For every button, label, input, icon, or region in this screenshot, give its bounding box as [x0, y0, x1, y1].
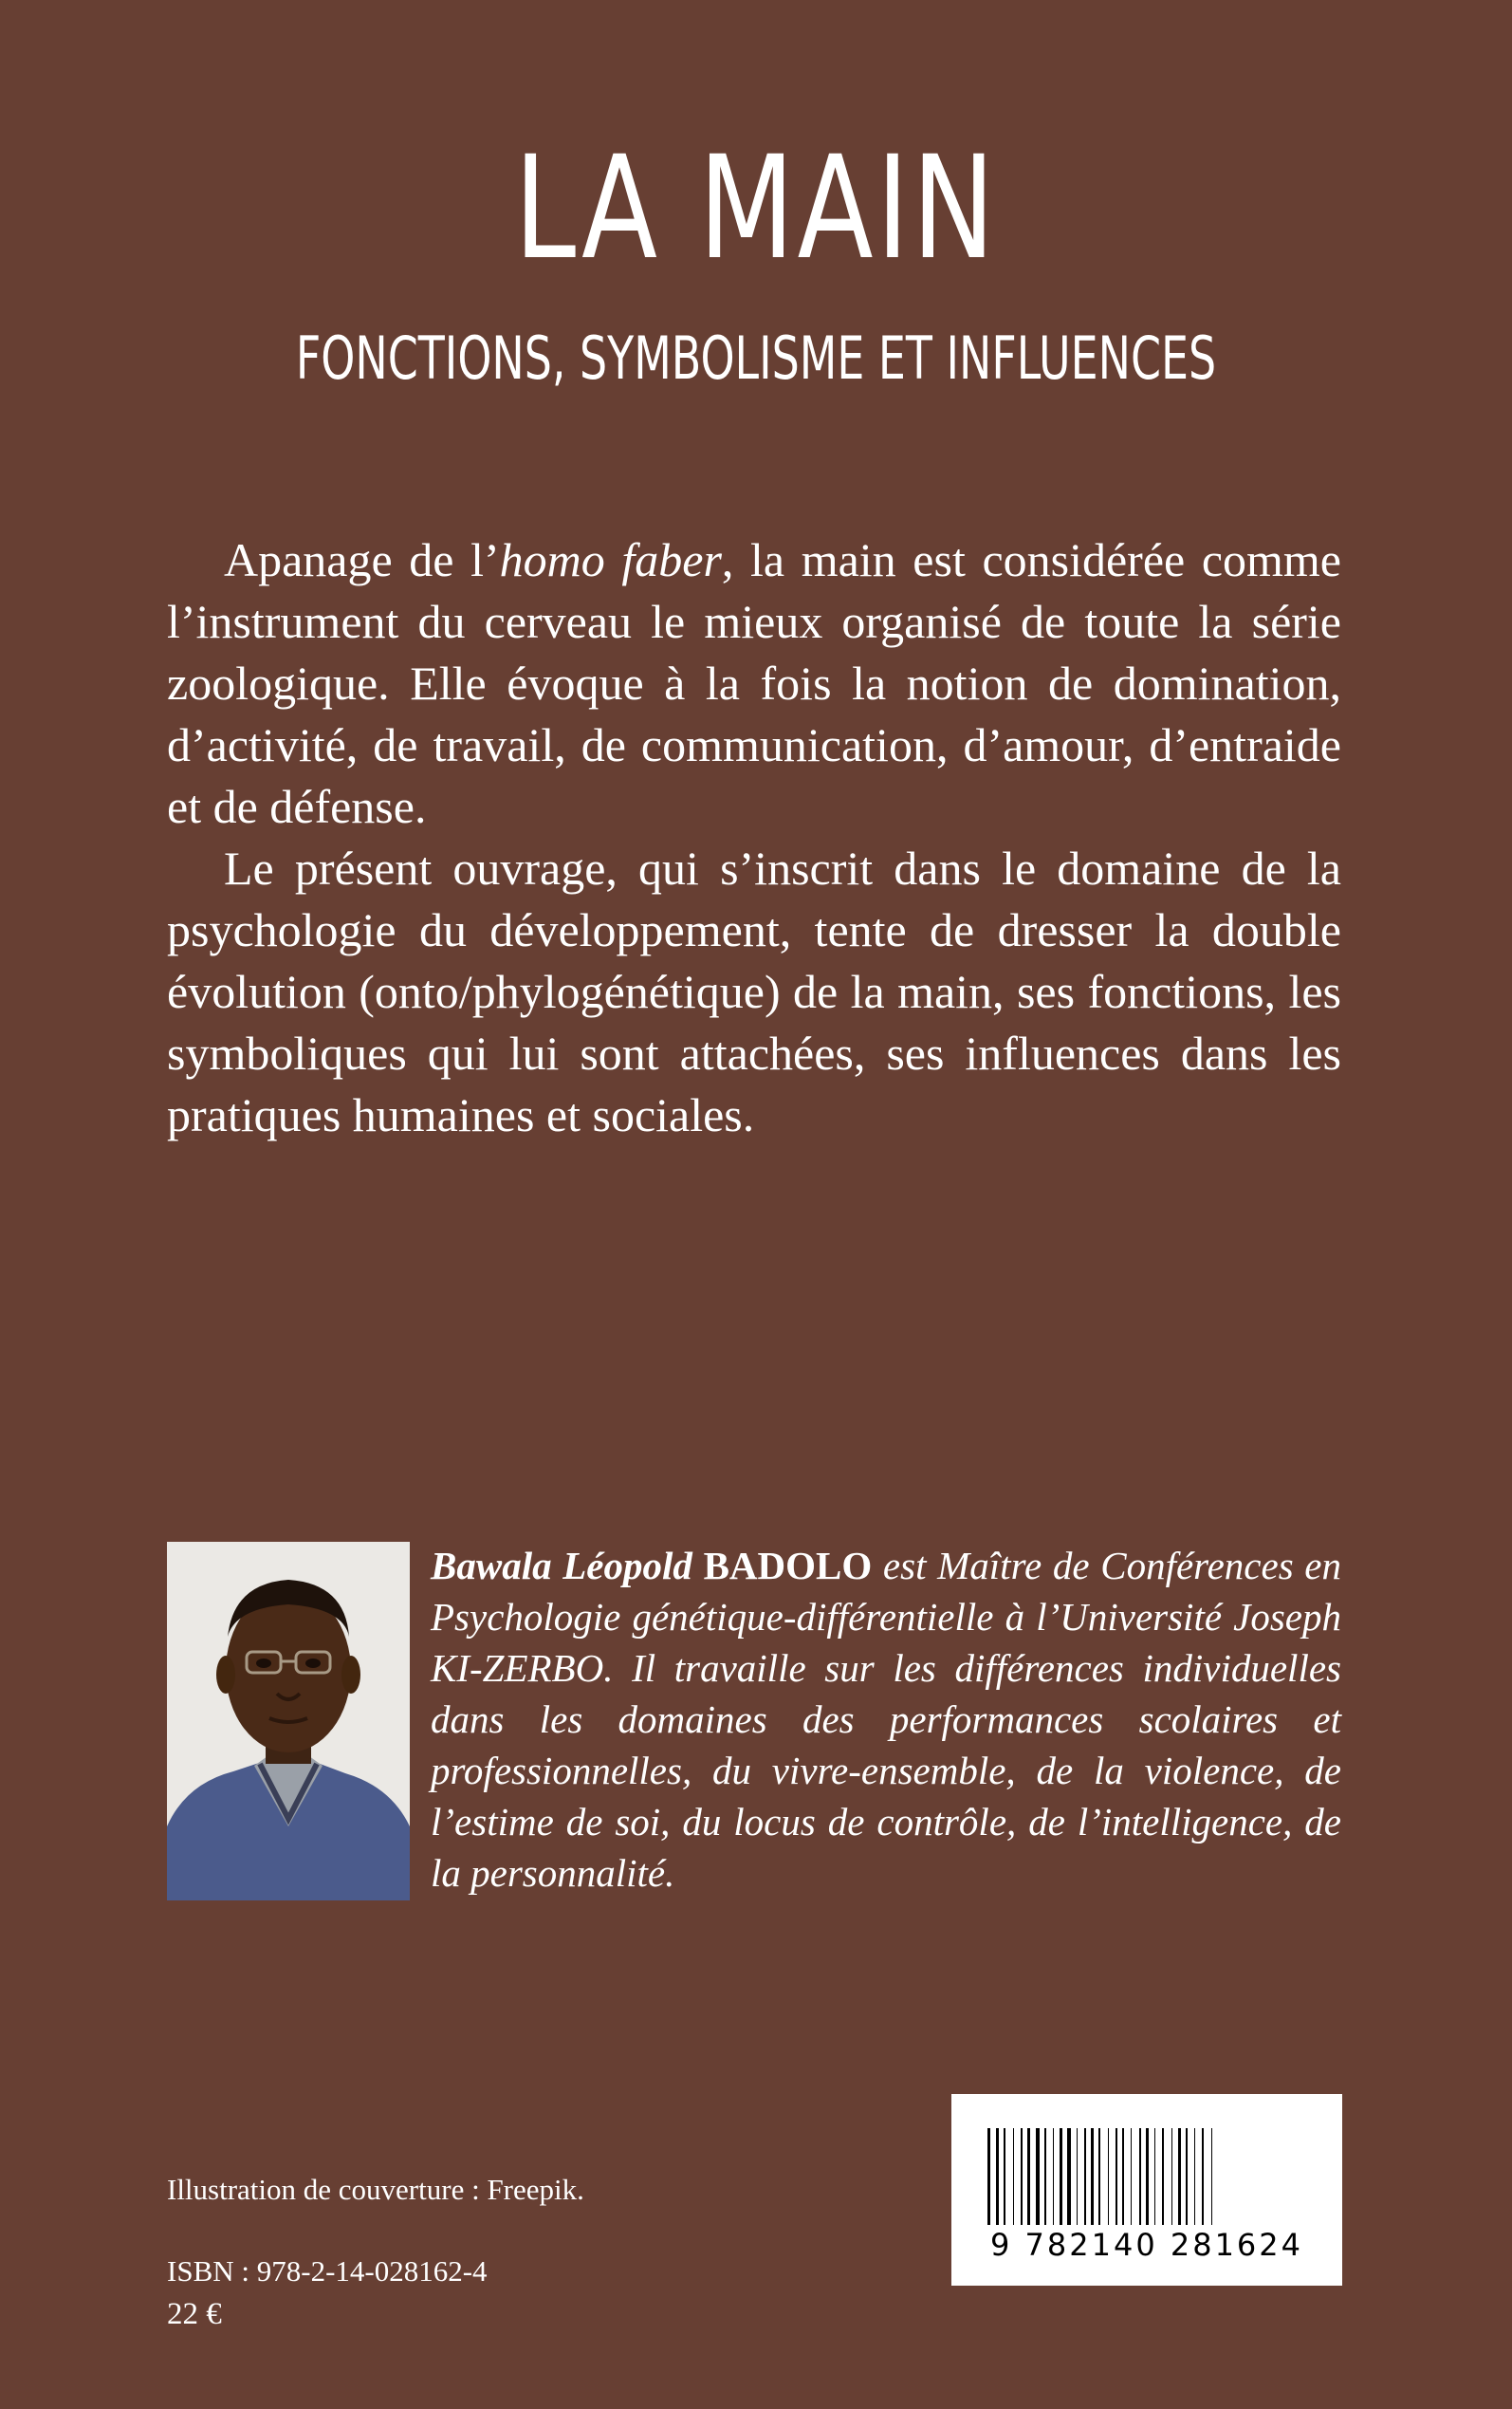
- barcode: [951, 2094, 1342, 2286]
- blurb-italic-term: homo faber: [499, 533, 722, 586]
- cover-credit: Illustration de couverture : Freepik.: [167, 2173, 584, 2206]
- author-surname: BADOLO: [703, 1544, 873, 1587]
- author-bio: [431, 1540, 1341, 1899]
- barcode-digits: 9 782140 281624: [989, 2227, 1303, 2263]
- isbn: ISBN : 978-2-14-028162-4: [167, 2254, 488, 2288]
- blurb-text: Apanage de l’: [224, 533, 500, 586]
- price: 22 €: [167, 2297, 222, 2331]
- author-bio-text: est Maître de Conférences en Psychologie génétique-différentielle à l’Université Joseph KI-ZERBO. Il travaille sur les différences individuelles dans les domaines des performances scolaires et professionnelles, du vivre-ensemble, de la violence, de l’estime de soi, du locus de contrôle, de l’intelligence, de la personnalité.: [431, 1544, 1342, 1895]
- book-subtitle: FONCTIONS, SYMBOLISME ET INFLUENCES: [295, 324, 1217, 393]
- author-photo: [167, 1542, 410, 1900]
- blurb-text: , la main est considérée comme l’instrument du cerveau le mieux organisé de toute la série zoologique. Elle évoque à la fois la notion de domination, d’activité, de travail, de communication, d’amour, d’entraide et de défense.: [167, 533, 1341, 833]
- author-portrait-image: [167, 1542, 410, 1900]
- blurb-paragraph-1: [167, 529, 1341, 838]
- author-first-names: Bawala Léopold: [431, 1544, 692, 1587]
- book-title: LA MAIN: [514, 126, 998, 291]
- back-cover-blurb: [167, 529, 1341, 1146]
- blurb-paragraph-2: Le présent ouvrage, qui s’inscrit dans le domaine de la psychologie du développement, tente de dresser la double évolution (onto/phylogénétique) de la main, ses fonctions, les symboliques qui lui sont attachées, ses influences dans les pratiques humaines et sociales.: [167, 842, 1341, 1141]
